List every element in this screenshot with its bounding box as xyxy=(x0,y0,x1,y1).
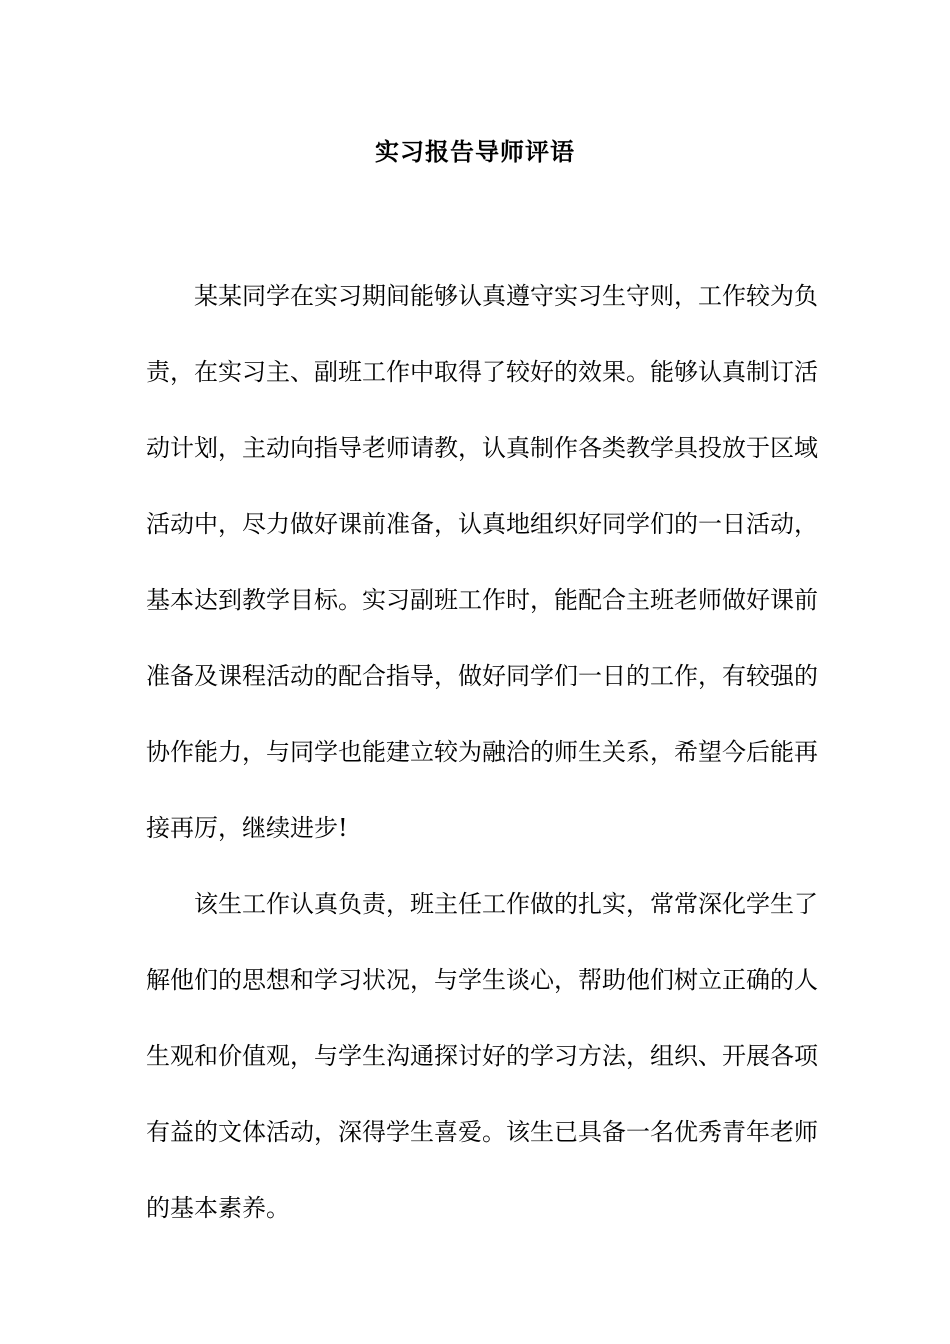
paragraph-1: 某某同学在实习期间能够认真遵守实习生守则，工作较为负责，在实习主、副班工作中取得了较好的效果。能够认真制订活动计划，主动向指导老师请教，认真制作各类教学具投放于区域活动中，尽力做好课前准备，认真地组织好同学们的一日活动，基本达到教学目标。实习副班工作时，能配合主班老师做好课前准备及课程活动的配合指导，做好同学们一日的工作，有较强的协作能力，与同学也能建立较为融洽的师生关系，希望今后能再接再厉，继续进步! xyxy=(146,282,818,842)
document-title: 实习报告导师评语 xyxy=(375,137,575,166)
document-body xyxy=(146,258,818,1246)
paragraph-2: 该生工作认真负责，班主任工作做的扎实，常常深化学生了解他们的思想和学习状况，与学生谈心，帮助他们树立正确的人生观和价值观，与学生沟通探讨好的学习方法，组织、开展各项有益的文体活动，深得学生喜爱。该生已具备一名优秀青年老师的基本素养。 xyxy=(146,890,818,1222)
